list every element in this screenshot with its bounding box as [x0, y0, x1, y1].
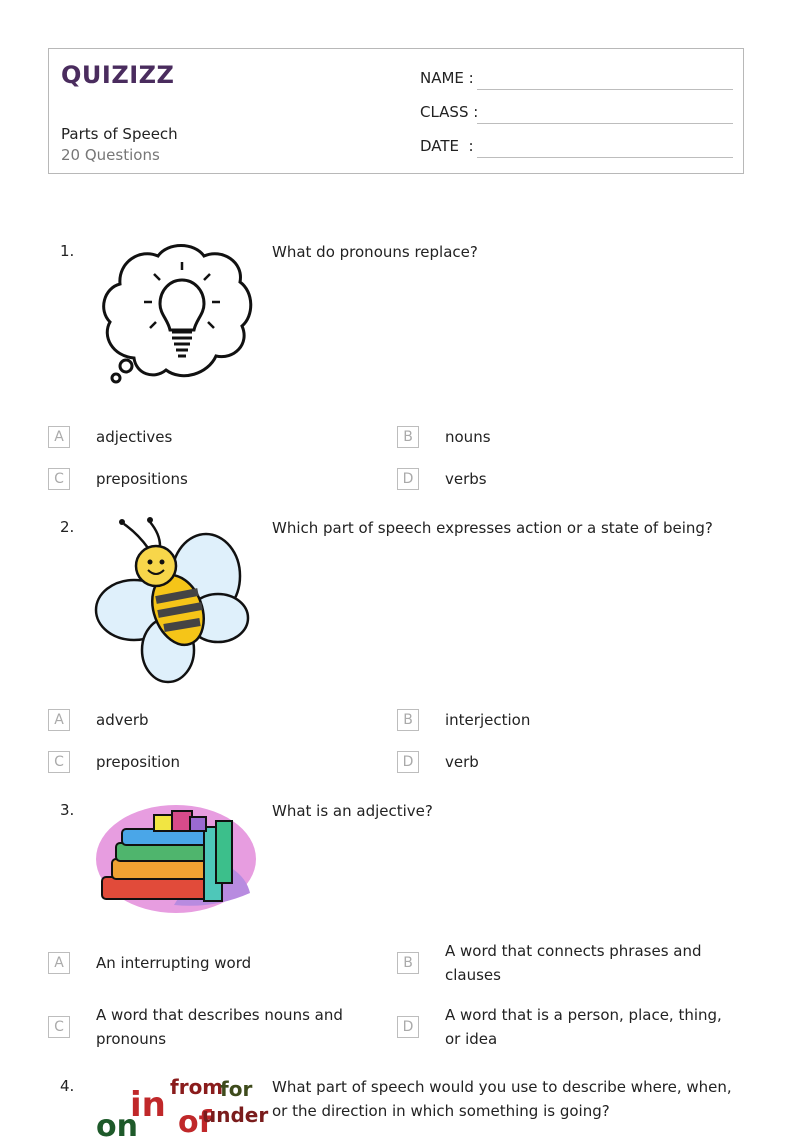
question-1-text: What do pronouns replace?	[272, 243, 478, 261]
bee-icon	[94, 514, 258, 690]
word-under: under	[202, 1103, 269, 1127]
word-of: of	[178, 1105, 212, 1138]
logo-text: QUIZIZZ	[61, 61, 175, 89]
question-1-option-b-box[interactable]: B	[397, 426, 419, 448]
question-1-option-a-box[interactable]: A	[48, 426, 70, 448]
name-line	[477, 89, 733, 90]
question-2-option-d-box[interactable]: D	[397, 751, 419, 773]
word-from: from	[170, 1075, 224, 1099]
question-2-option-b-text: interjection	[445, 711, 531, 729]
question-3-option-c-text: A word that describes nouns and pronouns	[96, 1006, 343, 1048]
question-2-option-a-text: adverb	[96, 711, 149, 729]
prepositions-words-image	[94, 1074, 269, 1138]
question-1-option-c-text: prepositions	[96, 470, 188, 488]
quizizz-logo	[61, 61, 174, 89]
word-for: for	[220, 1077, 253, 1101]
date-line	[477, 157, 733, 158]
date-field	[420, 137, 474, 155]
word-in: in	[130, 1085, 166, 1125]
question-1-number: 1.	[60, 242, 75, 260]
question-3-option-a-text: An interrupting word	[96, 954, 252, 972]
date-label: DATE :	[420, 137, 474, 155]
question-3-option-c-box[interactable]: C	[48, 1016, 70, 1038]
question-4-number: 4.	[60, 1077, 75, 1095]
question-count: 20 Questions	[61, 146, 160, 164]
question-2-option-b-box[interactable]: B	[397, 709, 419, 731]
question-1-option-b-text: nouns	[445, 428, 491, 446]
word-on: on	[96, 1109, 138, 1138]
question-1-option-a-text: adjectives	[96, 428, 173, 446]
question-2-number: 2.	[60, 518, 75, 536]
name-label: NAME :	[420, 69, 474, 87]
class-label: CLASS :	[420, 103, 479, 121]
question-2-option-c-box[interactable]: C	[48, 751, 70, 773]
question-3-text: What is an adjective?	[272, 802, 433, 820]
question-3-option-b-text: A word that connects phrases and clauses	[445, 942, 702, 984]
question-2-text: Which part of speech expresses action or a state of being?	[272, 519, 713, 537]
question-2-option-d-text: verb	[445, 753, 479, 771]
question-3-number: 3.	[60, 801, 75, 819]
question-3-option-a-box[interactable]: A	[48, 952, 70, 974]
question-3-option-b-box[interactable]: B	[397, 952, 419, 974]
name-field	[420, 69, 474, 87]
lightbulb-thought-icon	[94, 240, 258, 394]
question-4-text: What part of speech would you use to describe where, when, or the direction in which something is going?	[272, 1078, 732, 1120]
question-2-option-a-box[interactable]: A	[48, 709, 70, 731]
question-1-option-d-box[interactable]: D	[397, 468, 419, 490]
class-field	[420, 103, 478, 121]
question-1-option-d-text: verbs	[445, 470, 487, 488]
question-1-option-c-box[interactable]: C	[48, 468, 70, 490]
books-icon	[94, 797, 258, 921]
class-line	[477, 123, 733, 124]
worksheet-header	[48, 48, 744, 174]
question-2-option-c-text: preposition	[96, 753, 181, 771]
worksheet-title: Parts of Speech	[61, 125, 178, 143]
question-3-option-d-text: A word that is a person, place, thing, or idea	[445, 1006, 722, 1048]
question-3-option-d-box[interactable]: D	[397, 1016, 419, 1038]
